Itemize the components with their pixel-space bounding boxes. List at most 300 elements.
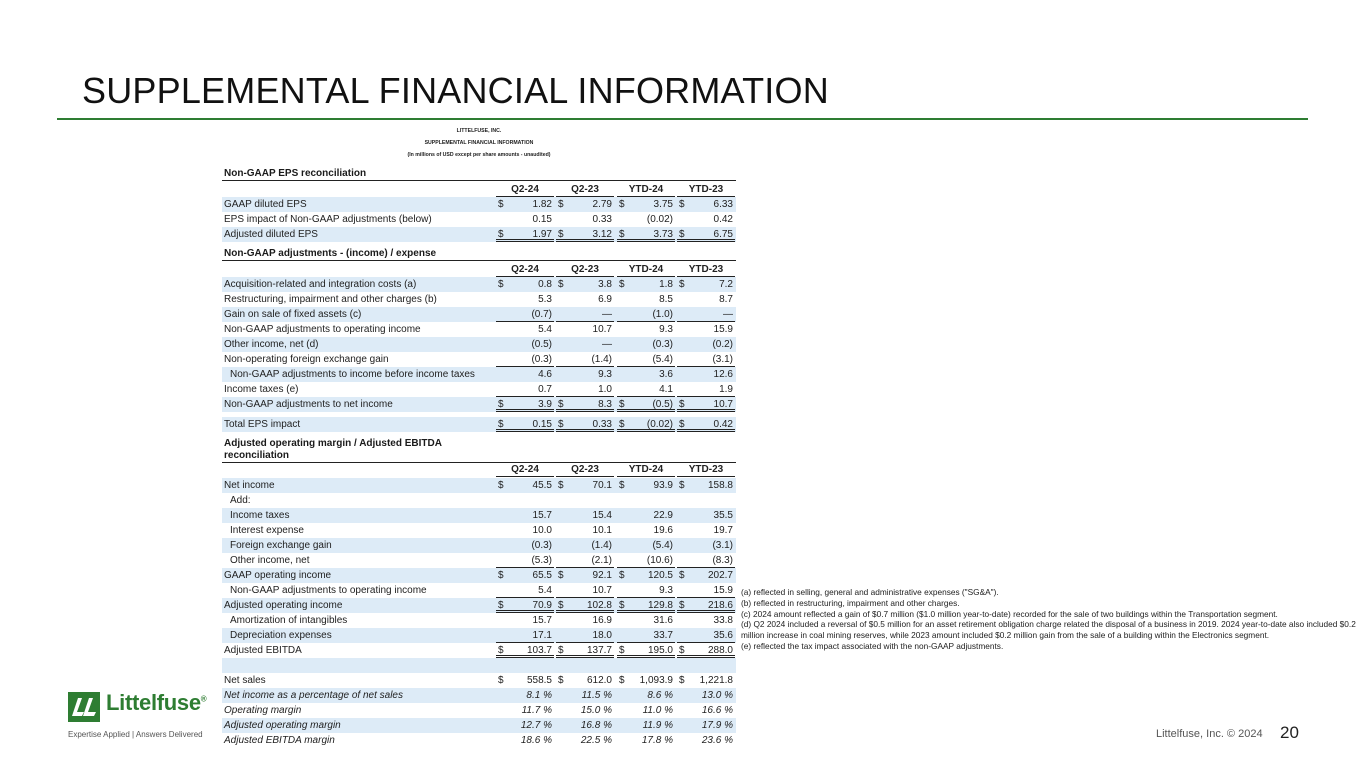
table-cell <box>556 733 614 748</box>
table-cell <box>496 212 554 227</box>
table-cell <box>496 523 554 538</box>
table-row <box>222 508 736 523</box>
page-number: 20 <box>1280 723 1299 742</box>
cell-value: 6.75 <box>713 229 733 240</box>
cell-value: 17.8 % <box>641 735 673 746</box>
cell-value: 10.7 <box>592 585 612 596</box>
table-cell <box>617 718 675 733</box>
table-cell <box>496 673 554 688</box>
cell-value: (0.02) <box>646 214 673 225</box>
cell-value: 70.9 <box>532 600 552 611</box>
cell-value: 23.6 % <box>701 735 733 746</box>
cell-value: 0.33 <box>592 214 612 225</box>
row-label: Adjusted diluted EPS <box>224 229 318 240</box>
table-cell <box>617 307 675 322</box>
logo-mark-icon <box>68 692 100 722</box>
table-cell <box>496 598 554 613</box>
cell-value: 103.7 <box>526 645 552 656</box>
table-cell <box>556 352 614 367</box>
cell-value: 1,221.8 <box>699 675 733 686</box>
row-label: Net sales <box>224 675 266 686</box>
table-row <box>222 307 736 322</box>
currency-symbol: $ <box>498 570 504 581</box>
cell-value: 10.1 <box>592 525 612 536</box>
currency-symbol: $ <box>558 645 564 656</box>
cell-value: 11.5 % <box>581 690 612 701</box>
cell-value: 15.9 <box>713 324 733 335</box>
table-cell <box>496 227 554 242</box>
cell-value: 9.3 <box>659 324 673 335</box>
row-label: EPS impact of Non-GAAP adjustments (below) <box>224 214 432 225</box>
table-cell <box>556 478 614 493</box>
table-cell <box>617 643 675 658</box>
cell-value: 7.2 <box>719 279 733 290</box>
table-row <box>222 658 736 673</box>
cell-value: 15.9 <box>713 585 733 596</box>
table-cell <box>496 613 554 628</box>
table-cell <box>496 337 554 352</box>
table-cell <box>617 733 675 748</box>
row-label: Amortization of intangibles <box>230 615 348 626</box>
cell-value: (3.1) <box>712 354 733 365</box>
cell-value: 0.7 <box>538 384 552 395</box>
table-row <box>222 703 736 718</box>
cell-value: (3.1) <box>712 540 733 551</box>
cell-value: 0.42 <box>713 419 733 430</box>
table-cell <box>556 613 614 628</box>
cell-value: 33.7 <box>653 630 673 641</box>
table-row <box>222 227 736 242</box>
cell-value: 4.1 <box>659 384 673 395</box>
logo-name-text: Littelfuse <box>106 690 201 715</box>
cell-value: 12.6 <box>713 369 733 380</box>
header-row <box>222 262 736 277</box>
row-label: Other income, net (d) <box>224 339 319 350</box>
table-cell <box>617 352 675 367</box>
table-row <box>222 643 736 658</box>
table-cell <box>677 212 735 227</box>
cell-value: 3.75 <box>653 199 673 210</box>
table-cell <box>617 568 675 583</box>
table-cell <box>556 553 614 568</box>
cell-value: 22.9 <box>653 510 673 521</box>
currency-symbol: $ <box>619 570 625 581</box>
doc-title: SUPPLEMENTAL FINANCIAL INFORMATION <box>424 140 534 146</box>
cell-value: 612.0 <box>586 675 612 686</box>
table-row <box>222 397 736 412</box>
table-cell <box>677 307 735 322</box>
currency-symbol: $ <box>619 600 625 611</box>
table-cell <box>556 703 614 718</box>
row-label: Restructuring, impairment and other charges (b) <box>224 294 437 305</box>
table-cell <box>496 703 554 718</box>
table-row <box>222 673 736 688</box>
row-label: GAAP operating income <box>224 570 332 581</box>
row-label: Net income as a percentage of net sales <box>224 690 403 701</box>
table-cell <box>496 553 554 568</box>
table-row <box>222 197 736 212</box>
table-cell <box>677 703 735 718</box>
cell-value: 195.0 <box>647 645 673 656</box>
cell-value: 102.8 <box>586 600 612 611</box>
cell-value: 18.6 % <box>520 735 552 746</box>
table-cell <box>556 227 614 242</box>
table-cell <box>496 493 554 508</box>
currency-symbol: $ <box>679 229 685 240</box>
cell-value: 16.6 % <box>701 705 733 716</box>
table-row <box>222 568 736 583</box>
row-label: Acquisition-related and integration costs (a) <box>224 279 417 290</box>
table-cell <box>496 658 554 673</box>
table-cell <box>677 478 735 493</box>
table-cell <box>496 538 554 553</box>
table-cell <box>617 197 675 212</box>
table-cell <box>556 568 614 583</box>
row-label: Income taxes (e) <box>224 384 299 395</box>
table-cell <box>556 277 614 292</box>
table-cell <box>677 352 735 367</box>
margin-section-heading <box>222 438 736 463</box>
table-row <box>222 628 736 643</box>
cell-value: 6.9 <box>598 294 612 305</box>
cell-value: 10.7 <box>713 399 733 410</box>
currency-symbol: $ <box>619 645 625 656</box>
currency-symbol: $ <box>619 199 625 210</box>
cell-value: 18.0 <box>592 630 612 641</box>
table-cell <box>617 367 675 382</box>
currency-symbol: $ <box>498 480 504 491</box>
cell-value: 17.9 % <box>701 720 733 731</box>
table-row <box>222 598 736 613</box>
currency-symbol: $ <box>498 675 504 686</box>
table-cell <box>677 397 735 412</box>
currency-symbol: $ <box>679 480 685 491</box>
table-cell <box>677 382 735 397</box>
table-cell <box>677 538 735 553</box>
table-cell <box>617 397 675 412</box>
row-label: Gain on sale of fixed assets (c) <box>224 309 362 320</box>
cell-value: 1.82 <box>532 199 552 210</box>
cell-value: 0.42 <box>713 214 733 225</box>
table-row <box>222 538 736 553</box>
row-label: GAAP diluted EPS <box>224 199 307 210</box>
footnote: (a) reflected in selling, general and administrative expenses ("SG&A"). <box>741 587 999 597</box>
currency-symbol: $ <box>679 419 685 430</box>
column-header: YTD-23 <box>677 462 735 477</box>
table-cell <box>677 583 735 598</box>
table-cell <box>617 417 675 432</box>
cell-value: 5.4 <box>538 324 552 335</box>
column-header: Q2-24 <box>496 182 554 197</box>
table-row <box>222 613 736 628</box>
row-label: Add: <box>230 495 251 506</box>
table-cell <box>556 337 614 352</box>
table-row <box>222 417 736 432</box>
footer-copyright: Littelfuse, Inc. © 2024 <box>1156 728 1263 740</box>
table-cell <box>496 277 554 292</box>
cell-value: 120.5 <box>647 570 673 581</box>
currency-symbol: $ <box>679 675 685 686</box>
cell-value: 0.33 <box>592 419 612 430</box>
title-divider <box>57 118 1308 120</box>
adjustments-section-heading: Non-GAAP adjustments - (income) / expense <box>222 248 736 261</box>
table-row <box>222 337 736 352</box>
row-label: Foreign exchange gain <box>230 540 332 551</box>
cell-value: 3.8 <box>598 279 612 290</box>
table-cell <box>617 523 675 538</box>
table-cell <box>556 212 614 227</box>
currency-symbol: $ <box>679 645 685 656</box>
table-cell <box>556 307 614 322</box>
table-cell <box>677 523 735 538</box>
row-label: Non-GAAP adjustments to net income <box>224 399 393 410</box>
row-label: Non-GAAP adjustments to income before income taxes <box>230 369 475 380</box>
row-label: Interest expense <box>230 525 304 536</box>
currency-symbol: $ <box>558 199 564 210</box>
row-label: Adjusted operating margin <box>224 720 341 731</box>
table-row <box>222 277 736 292</box>
row-label: Depreciation expenses <box>230 630 332 641</box>
currency-symbol: $ <box>558 229 564 240</box>
table-cell <box>677 568 735 583</box>
cell-value: 35.5 <box>713 510 733 521</box>
currency-symbol: $ <box>619 419 625 430</box>
table-row <box>222 352 736 367</box>
table-cell <box>617 583 675 598</box>
table-cell <box>617 538 675 553</box>
currency-symbol: $ <box>619 480 625 491</box>
table-cell <box>496 478 554 493</box>
currency-symbol: $ <box>558 419 564 430</box>
littelfuse-logo <box>68 690 207 739</box>
table-cell <box>556 397 614 412</box>
cell-value: 17.1 <box>532 630 552 641</box>
table-cell <box>556 688 614 703</box>
table-cell <box>496 733 554 748</box>
cell-value: 8.5 <box>659 294 673 305</box>
table-cell <box>556 538 614 553</box>
table-cell <box>617 212 675 227</box>
table-cell <box>677 643 735 658</box>
currency-symbol: $ <box>679 570 685 581</box>
table-row <box>222 478 736 493</box>
cell-value: 558.5 <box>526 675 552 686</box>
cell-value: (8.3) <box>712 555 733 566</box>
cell-value: 92.1 <box>592 570 612 581</box>
cell-value: 65.5 <box>532 570 552 581</box>
footnote: (b) reflected in restructuring, impairment and other charges. <box>741 597 960 608</box>
cell-value: (1.4) <box>591 540 612 551</box>
cell-value: 15.7 <box>532 510 552 521</box>
table-cell <box>556 673 614 688</box>
table-cell <box>617 292 675 307</box>
cell-value: 8.3 <box>598 399 612 410</box>
table-cell <box>556 583 614 598</box>
column-header: Q2-23 <box>556 462 614 477</box>
table-cell <box>677 673 735 688</box>
column-header: YTD-24 <box>617 462 675 477</box>
cell-value: — <box>723 309 733 320</box>
table-cell <box>556 598 614 613</box>
footnotes <box>741 587 1356 652</box>
cell-value: (0.3) <box>531 540 552 551</box>
table-row <box>222 523 736 538</box>
cell-value: 1.9 <box>719 384 733 395</box>
row-label: Adjusted EBITDA margin <box>224 735 335 746</box>
table-cell <box>617 337 675 352</box>
table-cell <box>617 673 675 688</box>
column-header: YTD-24 <box>617 262 675 277</box>
currency-symbol: $ <box>498 600 504 611</box>
table-cell <box>496 688 554 703</box>
cell-value: 15.4 <box>592 510 612 521</box>
cell-value: (5.3) <box>531 555 552 566</box>
cell-value: 4.6 <box>538 369 552 380</box>
table-cell <box>617 227 675 242</box>
currency-symbol: $ <box>558 600 564 611</box>
table-cell <box>496 628 554 643</box>
row-label: Other income, net <box>230 555 310 566</box>
table-cell <box>677 658 735 673</box>
cell-value: 31.6 <box>653 615 673 626</box>
table-row <box>222 733 736 748</box>
table-cell <box>496 583 554 598</box>
row-label: Adjusted operating income <box>224 600 343 611</box>
currency-symbol: $ <box>558 399 564 410</box>
cell-value: 1.8 <box>659 279 673 290</box>
header-row <box>222 182 736 197</box>
table-row <box>222 382 736 397</box>
table-row <box>222 718 736 733</box>
cell-value: 5.4 <box>538 585 552 596</box>
table-cell <box>556 643 614 658</box>
table-cell <box>556 197 614 212</box>
table-cell <box>677 733 735 748</box>
cell-value: 15.0 % <box>580 705 612 716</box>
table-cell <box>556 367 614 382</box>
table-cell <box>617 493 675 508</box>
table-cell <box>496 307 554 322</box>
column-header: Q2-24 <box>496 262 554 277</box>
footnote: (d) Q2 2024 included a reversal of $0.5 million for an asset retirement obligation charge related the disposal of a business in 2019. 2024 year-to-date also included $0.2 million increase in coal mining reserves, while 2023 amount included $0.2 million gain from the sale of a building within the Electronics segment. <box>741 619 1356 641</box>
cell-value: 202.7 <box>707 570 733 581</box>
currency-symbol: $ <box>498 645 504 656</box>
cell-value: 11.9 % <box>642 720 673 731</box>
table-cell <box>677 688 735 703</box>
currency-symbol: $ <box>619 229 625 240</box>
table-cell <box>556 382 614 397</box>
cell-value: 12.7 % <box>520 720 552 731</box>
row-label: Operating margin <box>224 705 302 716</box>
table-row <box>222 292 736 307</box>
row-label: Income taxes <box>230 510 290 521</box>
table-cell <box>496 197 554 212</box>
cell-value: 0.15 <box>532 419 552 430</box>
table-cell <box>677 227 735 242</box>
cell-value: (0.5) <box>652 399 673 410</box>
cell-value: (1.0) <box>652 309 673 320</box>
currency-symbol: $ <box>619 399 625 410</box>
cell-value: 3.6 <box>659 369 673 380</box>
cell-value: (5.4) <box>652 354 673 365</box>
table-cell <box>496 718 554 733</box>
cell-value: 8.6 % <box>647 690 673 701</box>
table-row <box>222 367 736 382</box>
row-label: Adjusted EBITDA <box>224 645 302 656</box>
cell-value: (0.02) <box>646 419 673 430</box>
cell-value: 70.1 <box>592 480 612 491</box>
row-label: Total EPS impact <box>224 419 301 430</box>
table-cell <box>496 322 554 337</box>
column-header: Q2-24 <box>496 462 554 477</box>
cell-value: 129.8 <box>647 600 673 611</box>
eps-section-heading: Non-GAAP EPS reconciliation <box>222 168 736 181</box>
currency-symbol: $ <box>558 480 564 491</box>
table-cell <box>556 417 614 432</box>
table-cell <box>677 292 735 307</box>
registered-mark: ® <box>200 694 207 704</box>
table-cell <box>617 277 675 292</box>
table-row <box>222 553 736 568</box>
slide-title: SUPPLEMENTAL FINANCIAL INFORMATION <box>82 70 829 111</box>
footnote: (c) 2024 amount reflected a gain of $0.7 million ($1.0 million year-to-date) recorded for the sale of two buildings within the Transportation segment. <box>741 608 1278 619</box>
table-cell <box>677 628 735 643</box>
cell-value: 35.6 <box>713 630 733 641</box>
cell-value: 5.3 <box>538 294 552 305</box>
cell-value: 22.5 % <box>580 735 612 746</box>
currency-symbol: $ <box>679 279 685 290</box>
table-cell <box>556 718 614 733</box>
cell-value: 19.6 <box>653 525 673 536</box>
table-row <box>222 212 736 227</box>
table-cell <box>496 352 554 367</box>
cell-value: 2.79 <box>592 199 612 210</box>
table-cell <box>617 703 675 718</box>
margin-heading-line2: reconciliation <box>224 450 290 461</box>
cell-value: 1.97 <box>532 229 552 240</box>
table-cell <box>677 322 735 337</box>
table-cell <box>556 322 614 337</box>
cell-value: 16.9 <box>592 615 612 626</box>
table-cell <box>496 397 554 412</box>
doc-company: LITTELFUSE, INC. <box>456 128 502 134</box>
table-cell <box>556 658 614 673</box>
row-label: Non-GAAP adjustments to operating income <box>230 585 427 596</box>
cell-value: 9.3 <box>598 369 612 380</box>
table-row <box>222 493 736 508</box>
table-cell <box>496 643 554 658</box>
table-cell <box>617 598 675 613</box>
currency-symbol: $ <box>498 419 504 430</box>
cell-value: 8.7 <box>719 294 733 305</box>
table-cell <box>496 382 554 397</box>
header-row <box>222 462 736 477</box>
cell-value: 8.1 % <box>526 690 552 701</box>
table-cell <box>496 568 554 583</box>
cell-value: 218.6 <box>707 600 733 611</box>
currency-symbol: $ <box>619 279 625 290</box>
cell-value: 10.0 <box>532 525 552 536</box>
table-cell <box>677 553 735 568</box>
table-cell <box>677 337 735 352</box>
cell-value: 19.7 <box>713 525 733 536</box>
cell-value: 9.3 <box>659 585 673 596</box>
column-header: YTD-24 <box>617 182 675 197</box>
currency-symbol: $ <box>498 229 504 240</box>
currency-symbol: $ <box>498 199 504 210</box>
cell-value: — <box>602 309 612 320</box>
table-cell <box>496 367 554 382</box>
